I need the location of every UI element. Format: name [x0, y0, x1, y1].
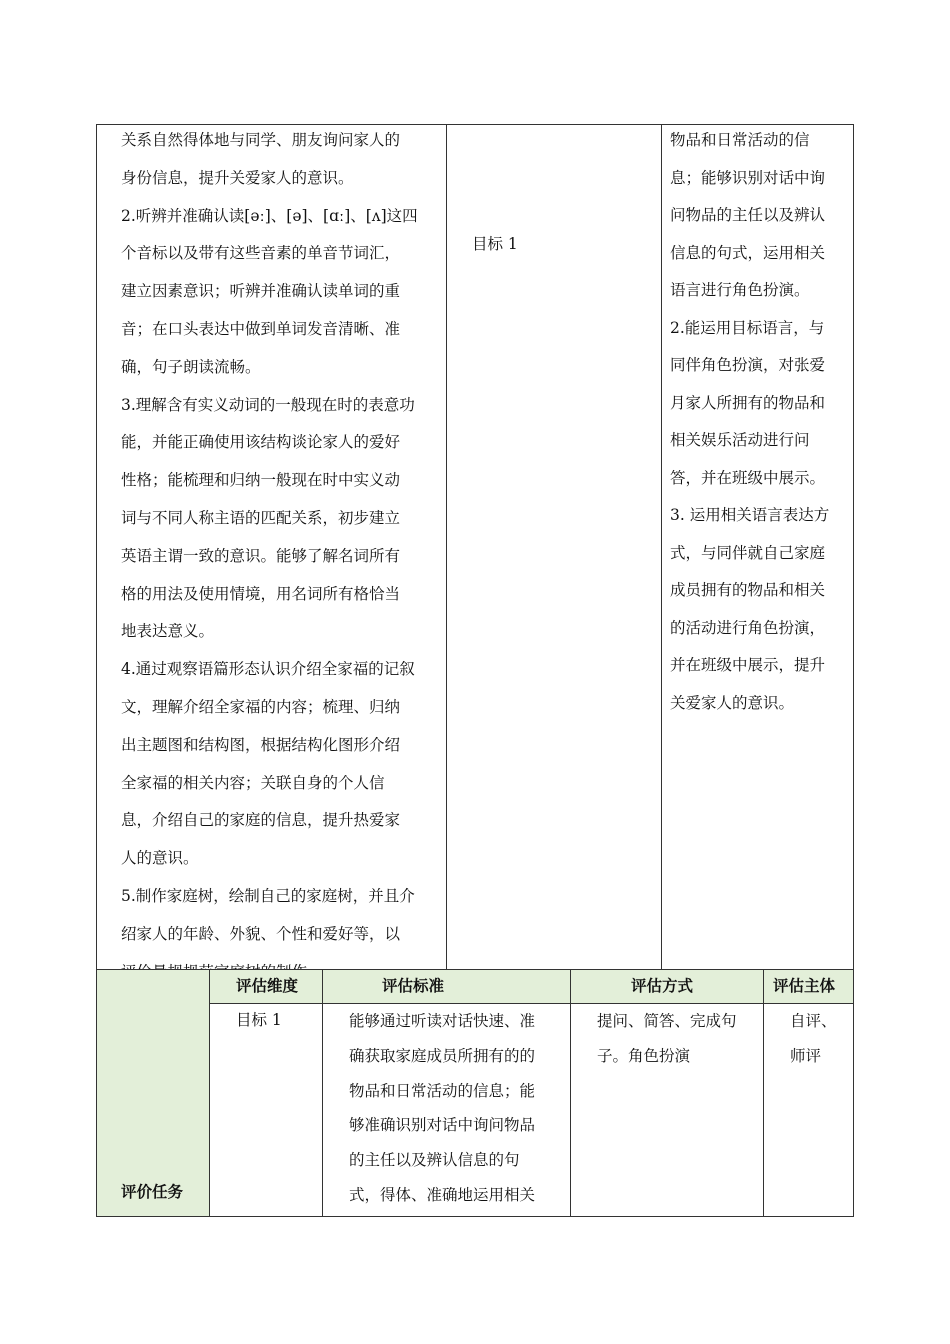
- text-line: 的活动进行角色扮演，: [670, 618, 826, 637]
- text-line: 提问、简答、完成句: [597, 1012, 737, 1030]
- row1-dimension: 目标 1: [236, 1011, 282, 1029]
- target-cell: [472, 232, 642, 256]
- text-line: 语言进行角色扮演。: [670, 281, 810, 299]
- text-line: 人的意识。: [121, 849, 199, 868]
- text-line: 2.能运用目标语言，与: [670, 318, 825, 337]
- text-line: 息；能够识别对话中询: [670, 168, 826, 187]
- activities-cell: [670, 128, 845, 728]
- header-criteria: 评估标准: [382, 976, 445, 995]
- text-line: 够准确识别对话中询问物品: [349, 1116, 536, 1135]
- text-line: 确获取家庭成员所拥有的的: [349, 1046, 536, 1065]
- text-line: 子。角色扮演: [597, 1046, 691, 1065]
- text-line: 建立因素意识；听辨并准确认读单词的重: [121, 282, 401, 301]
- eval-left-border: [96, 969, 97, 1217]
- text-line: 关系自然得体地与同学、朋友询问家人的: [121, 131, 401, 149]
- text-line: 息，介绍自己的家庭的信息，提升热爱家: [121, 811, 401, 830]
- text-line: 出主题图和结构图，根据结构化图形介绍: [121, 735, 401, 754]
- header-method: 评估方式: [631, 976, 694, 995]
- eval-header-bottom: [209, 1003, 854, 1004]
- text-line: 式，与同伴就自己家庭: [670, 543, 826, 562]
- text-line: 身份信息，提升关爱家人的意识。: [121, 168, 354, 187]
- text-line: 个音标以及带有这些音素的单音节词汇，: [121, 244, 401, 263]
- text-line: 信息的句式，运用相关: [670, 243, 826, 262]
- header-subject: 评估主体: [773, 976, 836, 995]
- text-line: 月家人所拥有的物品和: [670, 393, 826, 412]
- eval-divider-4: [763, 969, 764, 1217]
- text-line: 3.理解含有实义动词的一般现在时的表意功: [121, 395, 415, 414]
- objectives-cell: [121, 128, 439, 968]
- text-line: 成员拥有的物品和相关: [670, 581, 826, 599]
- text-line: 英语主谓一致的意识。能够了解名词所有: [121, 546, 401, 565]
- eval-right-border: [853, 969, 854, 1217]
- text-line: 绍家人的年龄、外貌、个性和爱好等，以: [121, 924, 401, 943]
- text-line: 地表达意义。: [121, 622, 215, 641]
- text-line: 同伴角色扮演，对张爱: [670, 356, 826, 374]
- text-line: 5.制作家庭树，绘制自己的家庭树，并且介: [121, 887, 415, 905]
- text-line: 全家福的相关内容；关联自身的个人信: [121, 773, 385, 792]
- text-line: 自评、: [790, 1012, 837, 1030]
- eval-divider-1: [209, 969, 210, 1217]
- text-line: 问物品的主任以及辨认: [670, 206, 826, 224]
- text-line: 关爱家人的意识。: [670, 693, 795, 712]
- text-line: 并在班级中展示，提升: [670, 656, 826, 674]
- text-line: 物品和日常活动的信: [670, 131, 810, 149]
- upper-divider-1: [446, 124, 447, 970]
- text-line: 词与不同人称主语的匹配关系，初步建立: [121, 509, 401, 527]
- eval-divider-3: [570, 969, 571, 1217]
- text-line: 性格；能梳理和归纳一般现在时中实义动: [121, 471, 401, 490]
- text-line: 物品和日常活动的信息；能: [349, 1081, 536, 1100]
- eval-divider-2: [322, 969, 323, 1217]
- text-line: 文，理解介绍全家福的内容；梳理、归纳: [121, 698, 401, 716]
- text-line: 师评: [790, 1046, 822, 1065]
- text-line: 2.听辨并准确认读[əː]、[ə]、[ɑː]、[ʌ]这四: [121, 206, 418, 225]
- text-line: 能够通过听读对话快速、准: [349, 1012, 536, 1030]
- text-line: 能，并能正确使用该结构谈论家人的爱好: [121, 433, 401, 452]
- target-label: 目标 1: [472, 235, 518, 253]
- text-line: 的主任以及辨认信息的句: [349, 1151, 520, 1170]
- text-line: 确，句子朗读流畅。: [121, 357, 261, 376]
- upper-divider-2: [661, 124, 662, 970]
- header-dimension: 评估维度: [236, 976, 299, 995]
- row1-criteria: [349, 1009, 562, 1219]
- eval-task-label: 评价任务: [121, 1182, 184, 1201]
- row1-method: [597, 1009, 759, 1089]
- text-line: 4.通过观察语篇形态认识介绍全家福的记叙: [121, 660, 415, 679]
- text-line: 式，得体、准确地运用相关: [349, 1186, 536, 1204]
- text-line: 3. 运用相关语言表达方: [670, 506, 830, 524]
- text-line: 答，并在班级中展示。: [670, 468, 826, 487]
- text-line: 音；在口头表达中做到单词发音清晰、准: [121, 320, 401, 338]
- text-line: 相关娱乐活动进行问: [670, 431, 810, 449]
- text-line: 格的用法及使用情境，用名词所有格恰当: [121, 584, 401, 603]
- row1-subject: [790, 1009, 845, 1089]
